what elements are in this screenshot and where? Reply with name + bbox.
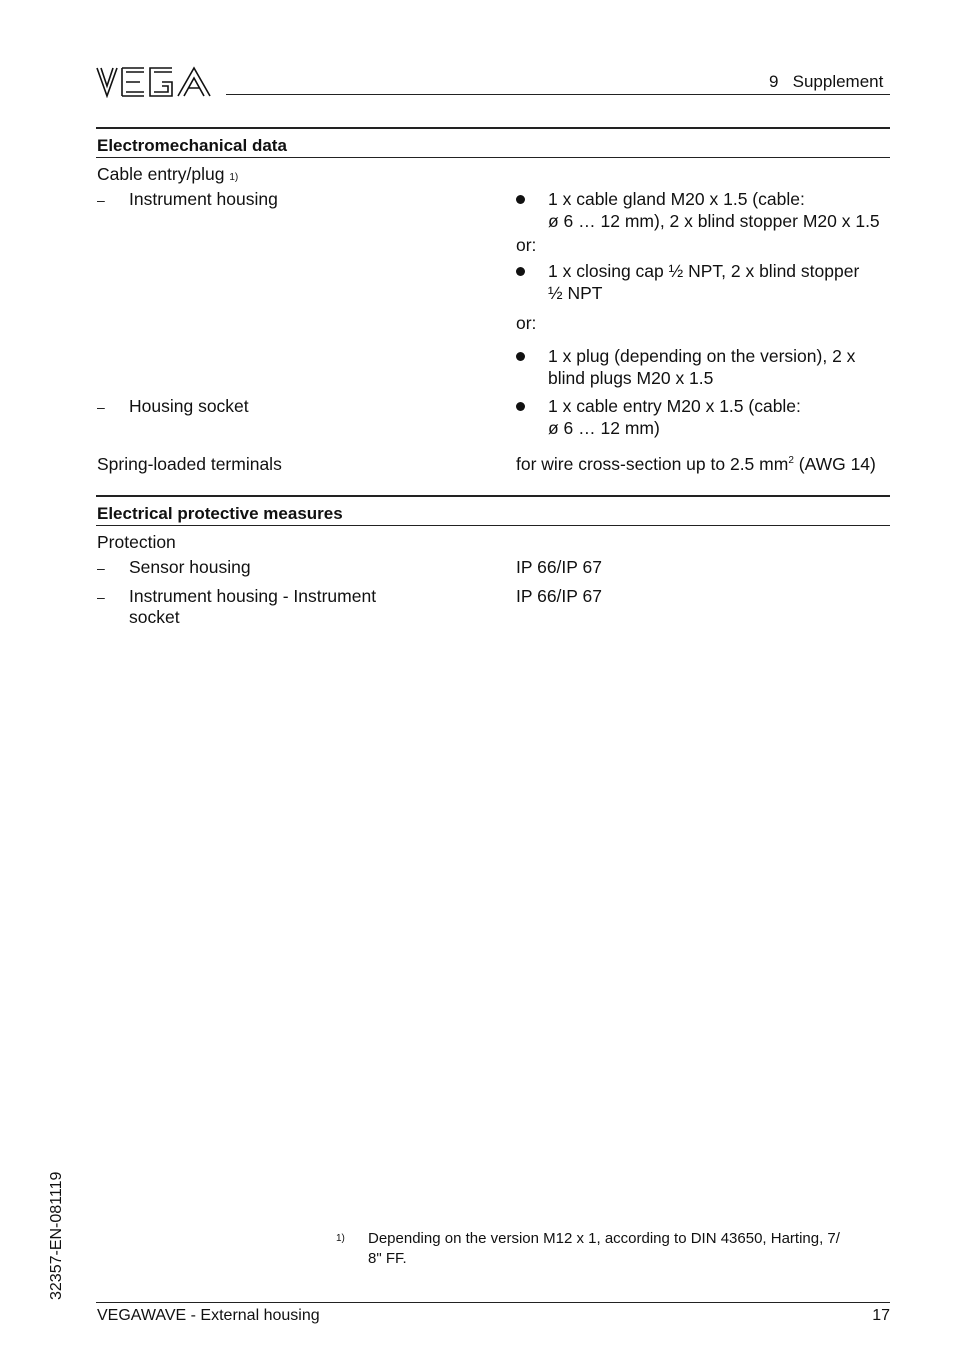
hs-bullet-line1: 1 x cable entry M20 x 1.5 (cable:	[548, 396, 801, 416]
instrument-socket-label-line2: socket	[129, 607, 180, 627]
spring-terminals-label: Spring-loaded terminals	[97, 454, 282, 474]
ih-bullet2-line2: ½ NPT	[548, 283, 603, 303]
section-heading-rule	[96, 525, 890, 526]
footnote-ref: 1)	[229, 172, 239, 183]
footnote-line1: Depending on the version M12 x 1, according to DIN 43650, Harting, 7/	[368, 1230, 840, 1247]
heading-electromechanical: Electromechanical data	[97, 136, 287, 155]
ih-bullet1-line2: ø 6 … 12 mm), 2 x blind stopper M20 x 1.5	[548, 211, 880, 231]
ih-bullet3-line2: blind plugs M20 x 1.5	[548, 368, 714, 388]
dash-housing-socket: –	[97, 399, 105, 415]
footer-doc-title: VEGAWAVE - External housing	[97, 1307, 320, 1324]
footer-rule	[96, 1302, 890, 1303]
hs-bullet-line2: ø 6 … 12 mm)	[548, 418, 660, 438]
section-top-rule	[96, 495, 890, 497]
ih-bullet3-line1: 1 x plug (depending on the version), 2 x	[548, 346, 856, 366]
instrument-socket-label-line1: Instrument housing - Instrument	[129, 586, 377, 606]
document-code: 32357-EN-081119	[48, 1171, 65, 1300]
bullet	[516, 267, 525, 276]
ih-bullet1-line1: 1 x cable gland M20 x 1.5 (cable:	[548, 189, 805, 209]
housing-socket-label: Housing socket	[129, 396, 249, 416]
protection-label: Protection	[97, 532, 176, 552]
bullet	[516, 402, 525, 411]
sensor-housing-value: IP 66/IP 67	[516, 557, 602, 577]
section-top-rule	[96, 127, 890, 129]
section-label: 9 Supplement	[769, 72, 884, 91]
page-number: 17	[872, 1307, 890, 1324]
spring-terminals-value: for wire cross-section up to 2.5 $mm^2$ (AWG 14)	[516, 454, 876, 474]
dash-instrument-housing: –	[97, 192, 105, 208]
dash-sensor-housing: –	[97, 560, 105, 576]
section-heading-rule	[96, 157, 890, 158]
header-rule	[226, 94, 890, 95]
bullet	[516, 352, 525, 361]
vega-logo	[96, 66, 214, 98]
bullet	[516, 195, 525, 204]
cable-entry-label: Cable entry/plug 1)	[97, 164, 239, 184]
or-text: or:	[516, 313, 537, 333]
or-text: or:	[516, 235, 537, 255]
heading-electrical: Electrical protective measures	[97, 504, 343, 523]
instrument-socket-value: IP 66/IP 67	[516, 586, 602, 606]
footnote-mark: 1)	[336, 1233, 345, 1244]
footnote-line2: 8" FF.	[368, 1250, 407, 1267]
dash-instrument-socket: –	[97, 589, 105, 605]
sensor-housing-label: Sensor housing	[129, 557, 251, 577]
ih-bullet2-line1: 1 x closing cap ½ NPT, 2 x blind stopper	[548, 261, 860, 281]
instrument-housing-label: Instrument housing	[129, 189, 278, 209]
